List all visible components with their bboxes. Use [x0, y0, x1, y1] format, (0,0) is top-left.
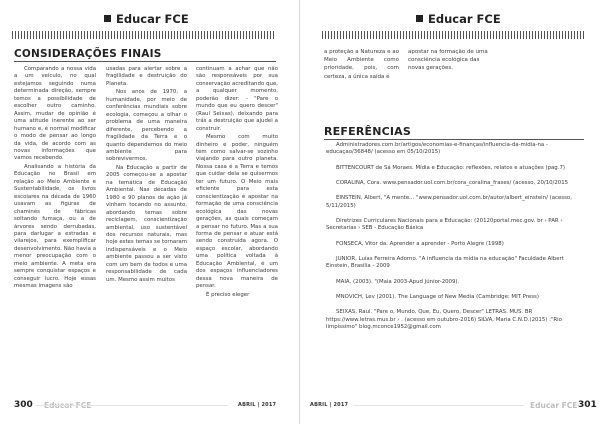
reference-item: FONSECA, Vitor da. Aprender a aprender - Porto Alegre (1998) [336, 240, 504, 247]
footer-date: ABRIL | 2017 [310, 402, 349, 408]
references-list [326, 142, 584, 339]
page-footer [0, 396, 300, 416]
paragraph: Na Educação a partir de 2005 começou-se a apostar na temática de Educação Ambiental. Nas décadas de 1980 e 90 planos de ação já vinham tocando no assunto, abordando temas sobre reciclagem, conscientização ambiental, uso sustentável dos recursos naturais, mas hoje estes temas se tornaram indispensáveis e o Meio ambiente passou a ser visto com um bem de todos e uma responsabilidade de cada um. Mesmo assim muitos [106, 164, 187, 283]
section-title-referencias: REFERÊNCIAS [324, 125, 412, 138]
paragraph: Nos anos de 1970, a humanidade, por meio de conferências mundiais sobre ecologia, começou a olhar o problema de uma maneira diferente, percebendo a fragilidade da Terra e o quanto dependemos do meio ambiente para sobrevivermos. [106, 89, 187, 163]
page-footer [300, 396, 600, 416]
header-hatch-divider [322, 31, 584, 39]
body-column-3 [196, 66, 278, 299]
reference-item: EINSTEIN, Albert, "A mente... "www.pensador.uol.com.br/autor/albert_einstein/ (acesso, 5/11/2015) [326, 195, 572, 209]
header-brand [416, 12, 501, 26]
header-brand [104, 12, 189, 26]
square-bullet-icon [104, 15, 111, 22]
footer-brand: Educar FCE [530, 401, 578, 410]
paragraph: Mesmo com muito dinheiro e poder, ninguém tem como salvar-se sozinho viajando para outro planeta. Nossa casa é a Terra e temos que cuidar dela se quisermos ter um futuro. O Meio mais eficiente para esta conscientização é apostar na formação de uma consciência ecológica das novas gerações, as quais começam a pensar no futuro. Mas a sua forma de pensar e atuar está sendo construída agora. O espaço escolar, abordando uma política voltada à Educação Ambiental, é um dos espaços influenciadores dessa nova maneira de pensar. [196, 134, 278, 290]
reference-item: CORALINA, Cora. www.pensador.uol.com.br/cora_coralina_frases/ (acesso, 20/10/2015 [336, 179, 569, 186]
section-title-rule [14, 61, 276, 62]
reference-item: Diretrizes Curriculares Nacionais para a Educação: (20120portal.mec.gov. br › PAR › Secretarias › SEB - Educação Básica [326, 217, 563, 232]
page-number: 301 [578, 400, 597, 410]
continuation-column-1 [324, 48, 399, 81]
paragraph: a proteção a Natureza e ao Meio Ambiente como prioridade, pois, com certeza, a única saída é [324, 49, 399, 80]
reference-item: MAIA, (2003). "(Maia 2003-Apud Júnior-2009). [336, 278, 460, 285]
reference-item: MNOVICH, Lev (2001). The Language of New Media (Cambridge: MIT Press) [336, 293, 539, 300]
continuation-column-2 [408, 48, 488, 73]
reference-item: SEIXAS, Raul. "Pare o, Mundo, Que, Eu, Quero, Descer" LETRAS. MUS. BR https://www.letras.mus.br › . (acesso em outubro-2016) SILVA, Maria C.N.D.(2015) :"Rio limpíssimo" blog.mconce1952@gmail.com [326, 309, 562, 330]
header-hatch-divider [12, 31, 276, 39]
paragraph: Comparando a nossa vida a um veículo, no qual estejamos seguindo numa determinada direção, sempre temos a possibilidade de escolher outro caminho. Assim, mudar de opinião é uma atitude inerente ao ser humano e, é normal modificar o modo de pensar ao longo da vida, de acordo com as novas informações que vamos recebendo. [14, 66, 96, 162]
paragraph: continuam a achar que não são responsáveis por sua conservação acreditando que, a qualquer momento, poderão dizer: - "Pare o mundo que eu quero descer" (Raul Seixas), deixando para trás a destruição que ajudei a construir. [196, 66, 278, 132]
reference-item: BITTENCOURT de Sá Moraes. Mídia e Educação: reflexões, relatos e atuações (pag.7) [336, 164, 565, 171]
section-title-rule [324, 139, 584, 140]
right-page [300, 0, 600, 424]
paragraph: usadas para alertar sobre a fragilidade e destruição do Planeta. [106, 66, 187, 87]
footer-divider [354, 405, 524, 406]
section-title-consideracoes: CONSIDERAÇÕES FINAIS [14, 48, 162, 60]
footer-date: ABRIL | 2017 [238, 402, 277, 408]
paragraph: apostar na formação de uma consciência ecológica das novas gerações. [408, 49, 488, 72]
square-bullet-icon [416, 15, 423, 22]
body-column-2 [106, 66, 187, 284]
page-number: 300 [14, 400, 33, 410]
reference-item: JUNIOR, Luías Ferreira Adorno. "A influencia da mídia na educação" Faculdade Albert Einstein, Brasília - 2009 [326, 255, 564, 270]
body-column-1 [14, 66, 96, 291]
footer-divider [36, 405, 228, 406]
header-brand-text: Educar FCE [116, 12, 189, 26]
reference-item: Administradores.com.br/artigos/economias-e-finanças/influencia-da-midia-na -educaçao/36848/ (acesso em 05/10/2015) [326, 142, 548, 156]
header-brand-text: Educar FCE [428, 12, 501, 26]
paragraph: Analisando a história da Educação no Brasil em relação ao Meio Ambiente e Sustentabilidade, os livros escolares na década de 1960 usavam as figuras de chaminés de fábricas soltando fumaça, ou a de árvores sendo derrubadas, para darlugar a estradas e vilarejos, para exemplificar desenvolvimento. Não havia a menor preocupação com o meio ambiente. A meta era sempre conquistar espaços e conseguir lucro. Hoje essas mesmas imagens são [14, 163, 96, 290]
paragraph: É preciso eleger [206, 291, 250, 298]
